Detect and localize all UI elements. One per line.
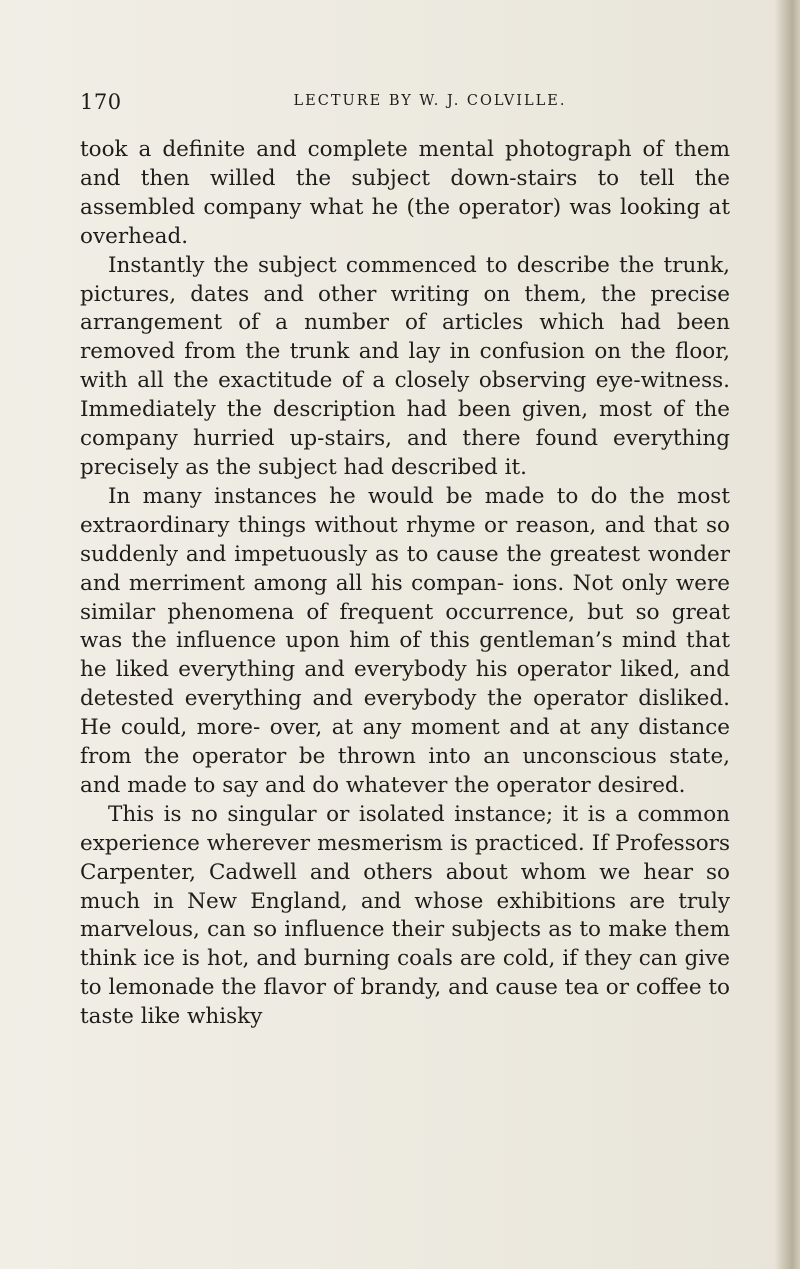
page-number: 170: [80, 90, 122, 114]
body-text: [80, 136, 730, 1032]
paragraph: In many instances he would be made to do the most extraordinary things without rhyme or reason, and that so suddenly and impetuously as to cause the greatest wonder and merriment among all his compan- ions. Not only were similar phenomena of frequent occurrence, but so great was the influence upon him of this gentleman’s mind that he liked everything and everybody his operator liked, and detested everything and everybody the operator disliked. He could, more- over, at any moment and at any distance from the operator be thrown into an unconscious state, and made to say and do whatever the operator desired.: [80, 483, 730, 798]
paragraph: took a definite and complete mental photograph of them and then willed the subject down-stairs to tell the assembled company what he (the operator) was looking at overhead.: [80, 137, 730, 249]
running-head: LECTURE BY W. J. COLVILLE.: [293, 93, 567, 109]
paragraph: This is no singular or isolated instance; it is a common experience wherever mesmerism is practiced. If Professors Carpenter, Cadwell and others about whom we hear so much in New England, and whose exhibitions are truly marvelous, can so influence their subjects as to make them think ice is hot, and burning coals are cold, if they can give to lemonade the flavor of brandy, and cause tea or coffee to taste like whisky: [80, 801, 730, 1030]
page-edge-shadow: [774, 0, 800, 1269]
paragraph: Instantly the subject commenced to describe the trunk, pictures, dates and other writing on them, the precise arrangement of a number of articles which had been removed from the trunk and lay in confusion on the floor, with all the exactitude of a closely observing eye-witness. Immediately the description had been given, most of the company hurried up-stairs, and there found everything precisely as the subject had described it.: [80, 252, 730, 480]
page-header: [80, 90, 740, 116]
